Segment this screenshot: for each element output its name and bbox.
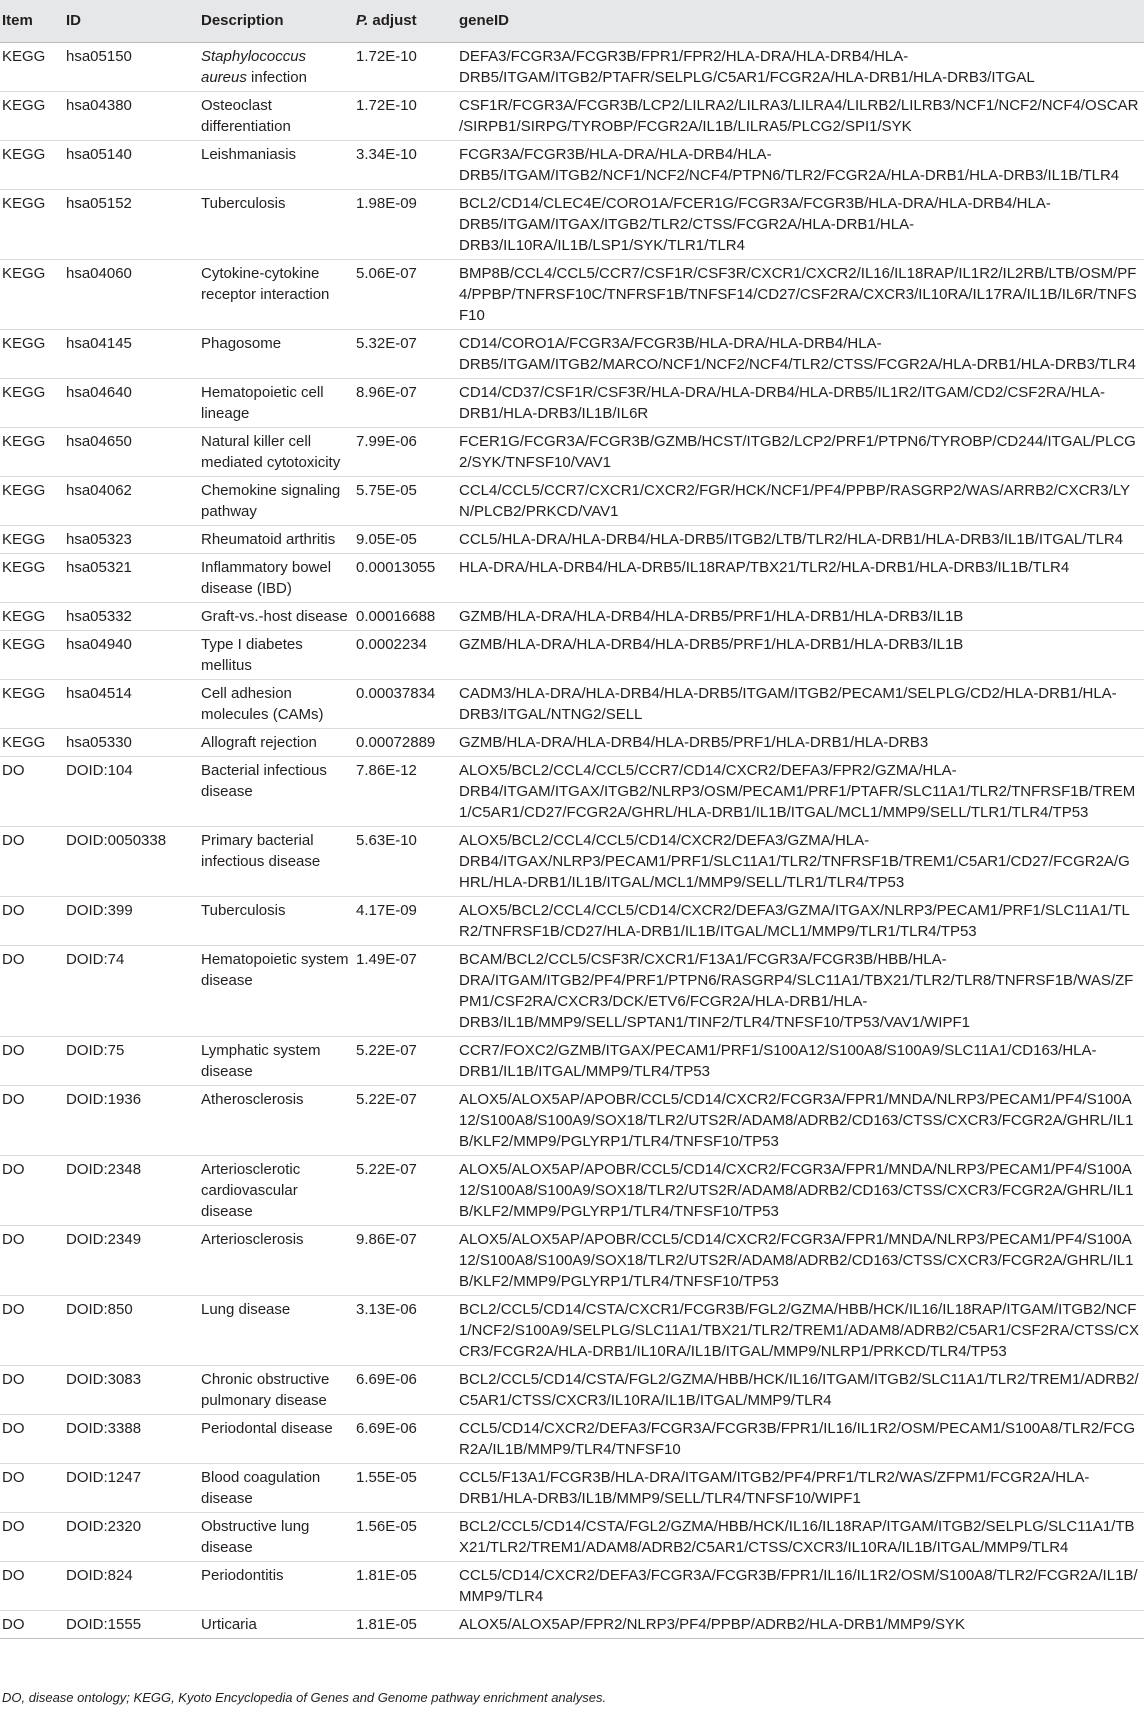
p-adjust-cell: 3.34E-10 [356, 145, 417, 163]
id-cell: hsa04060 [66, 264, 132, 282]
description-cell: Inflammatory bowel disease (IBD) [201, 558, 332, 597]
p-adjust-cell: 1.72E-10 [356, 47, 417, 65]
p-adjust-cell: 1.55E-05 [356, 1468, 417, 1486]
header-gene-id: geneID [459, 12, 510, 30]
table-row [0, 427, 1144, 476]
id-cell: hsa05150 [66, 47, 132, 65]
gene-list-cell: FCGR3A/FCGR3B/HLA-DRA/HLA-DRB4/HLA-DRB5/ITGAM/ITGB2/NCF1/NCF2/NCF4/PTPN6/TLR2/FCGR2A/HLA-DRB1/HLA-DRB3/IL1B/TLR4 [459, 145, 1120, 184]
p-adjust-cell: 0.00072889 [356, 733, 436, 751]
p-adjust-cell: 1.98E-09 [356, 194, 417, 212]
gene-list-cell: GZMB/HLA-DRA/HLA-DRB4/HLA-DRB5/PRF1/HLA-DRB1/HLA-DRB3/IL1B [459, 607, 964, 625]
table-row [0, 189, 1144, 259]
description-cell: Obstructive lung disease [201, 1517, 310, 1556]
p-adjust-cell: 1.81E-05 [356, 1566, 417, 1584]
table-row [0, 679, 1144, 728]
gene-list-cell: CCL5/HLA-DRA/HLA-DRB4/HLA-DRB5/ITGB2/LTB/TLR2/HLA-DRB1/HLA-DRB3/IL1B/ITGAL/TLR4 [459, 530, 1124, 548]
table-row [0, 378, 1144, 427]
gene-list-cell: BCL2/CCL5/CD14/CSTA/FGL2/GZMA/HBB/HCK/IL16/ITGAM/ITGB2/SLC11A1/TLR2/TREM1/ADRB2/C5AR1/CTSS/CXCR3/IL10RA/IL1B/ITGAL/MMP9/TLR4 [459, 1370, 1139, 1409]
gene-list-cell: CSF1R/FCGR3A/FCGR3B/LCP2/LILRA2/LILRA3/LILRA4/LILRB2/LILRB3/NCF1/NCF2/NCF4/OSCAR/SIRPB1/SIRPG/TYROBP/FCGR2A/IL1B/LILRA5/PLCG2/SPI1/SYK [459, 96, 1139, 135]
id-cell: DOID:399 [66, 901, 133, 919]
p-adjust-cell: 1.56E-05 [356, 1517, 417, 1535]
gene-list-cell: CCL5/CD14/CXCR2/DEFA3/FCGR3A/FCGR3B/FPR1/IL16/IL1R2/OSM/PECAM1/S100A8/TLR2/FCGR2A/IL1B/MMP9/TLR4/TNFSF10 [459, 1419, 1136, 1458]
item-cell: DO [2, 950, 25, 968]
item-cell: KEGG [2, 558, 46, 576]
item-cell: DO [2, 901, 25, 919]
table-row [0, 602, 1144, 630]
item-cell: DO [2, 1090, 25, 1108]
id-cell: hsa05332 [66, 607, 132, 625]
id-cell: DOID:104 [66, 761, 133, 779]
table-row [0, 1414, 1144, 1463]
id-cell: DOID:2320 [66, 1517, 142, 1535]
table-row [0, 630, 1144, 679]
p-adjust-cell: 0.00013055 [356, 558, 436, 576]
item-cell: KEGG [2, 47, 46, 65]
id-cell: DOID:0050338 [66, 831, 167, 849]
p-adjust-cell: 0.00016688 [356, 607, 436, 625]
description-cell: Periodontal disease [201, 1419, 333, 1437]
id-cell: DOID:75 [66, 1041, 125, 1059]
description-cell: Hematopoietic cell lineage [201, 383, 324, 422]
table-row [0, 1085, 1144, 1155]
description-cell: Phagosome [201, 334, 282, 352]
id-cell: hsa04650 [66, 432, 132, 450]
id-cell: DOID:1247 [66, 1468, 142, 1486]
table-row [0, 1225, 1144, 1295]
id-cell: hsa04640 [66, 383, 132, 401]
gene-list-cell: ALOX5/BCL2/CCL4/CCL5/CD14/CXCR2/DEFA3/GZMA/HLA-DRB4/ITGAX/NLRP3/PECAM1/PRF1/SLC11A1/TLR2/TNFRSF1B/TREM1/C5AR1/CD27/FCGR2A/GHRL/HLA-DRB1/IL1B/ITGAL/MCL1/MMP9/SELL/TLR1/TLR4/TP53 [459, 831, 1130, 891]
table-footnote: DO, disease ontology; KEGG, Kyoto Encyclopedia of Genes and Genome pathway enrichment analyses. [2, 1690, 607, 1705]
table-row [0, 826, 1144, 896]
table-body [0, 42, 1144, 1638]
id-cell: hsa04940 [66, 635, 132, 653]
description-cell: Tuberculosis [201, 194, 286, 212]
p-adjust-cell: 5.22E-07 [356, 1090, 417, 1108]
header-item: Item [2, 12, 33, 30]
item-cell: DO [2, 1230, 25, 1248]
header-id: ID [66, 12, 81, 30]
table-row [0, 91, 1144, 140]
item-cell: DO [2, 1615, 25, 1633]
id-cell: DOID:3388 [66, 1419, 142, 1437]
item-cell: DO [2, 1041, 25, 1059]
item-cell: KEGG [2, 635, 46, 653]
item-cell: DO [2, 761, 25, 779]
header-p-adjust-prefix: P. [356, 12, 369, 30]
table-row [0, 1155, 1144, 1225]
description-cell: Arteriosclerotic cardiovascular disease [201, 1160, 301, 1220]
p-adjust-cell: 5.22E-07 [356, 1041, 417, 1059]
description-cell: Atherosclerosis [201, 1090, 304, 1108]
table-row [0, 945, 1144, 1036]
header-p-adjust-suffix: adjust [368, 12, 417, 30]
p-adjust-cell: 1.81E-05 [356, 1615, 417, 1633]
description-cell: Urticaria [201, 1615, 257, 1633]
description-cell: Periodontitis [201, 1566, 284, 1584]
description-cell: Blood coagulation disease [201, 1468, 321, 1507]
table-row [0, 329, 1144, 378]
p-adjust-cell: 1.72E-10 [356, 96, 417, 114]
id-cell: DOID:2349 [66, 1230, 142, 1248]
gene-list-cell: BCL2/CD14/CLEC4E/CORO1A/FCER1G/FCGR3A/FCGR3B/HLA-DRA/HLA-DRB4/HLA-DRB5/ITGAM/ITGAX/ITGB2/TLR2/CTSS/FCGR2A/HLA-DRB1/HLA-DRB3/IL10RA/IL1B/LSP1/SYK/TLR1/TLR4 [459, 194, 1051, 254]
id-cell: DOID:850 [66, 1300, 133, 1318]
table-row [0, 1610, 1144, 1638]
header-p-adjust [356, 0, 459, 42]
description-cell: Staphylococcus aureus infection [201, 47, 307, 86]
description-cell: Cell adhesion molecules (CAMs) [201, 684, 324, 723]
description-cell: Hematopoietic system disease [201, 950, 349, 989]
p-adjust-cell: 7.86E-12 [356, 761, 417, 779]
table-row [0, 525, 1144, 553]
gene-list-cell: ALOX5/ALOX5AP/APOBR/CCL5/CD14/CXCR2/FCGR3A/FPR1/MNDA/NLRP3/PECAM1/PF4/S100A12/S100A8/S100A9/SOX18/TLR2/UTS2R/ADAM8/ADRB2/CD163/CTSS/CXCR3/FCGR2A/GHRL/IL1B/KLF2/MMP9/PGLYRP1/TLR4/TNFSF10/TP53 [459, 1230, 1134, 1290]
gene-list-cell: DEFA3/FCGR3A/FCGR3B/FPR1/FPR2/HLA-DRA/HLA-DRB4/HLA-DRB5/ITGAM/ITGB2/PTAFR/SELPLG/C5AR1/FCGR2A/HLA-DRB1/HLA-DRB3/ITGAL [459, 47, 1035, 86]
description-cell: Leishmaniasis [201, 145, 297, 163]
table-row [0, 553, 1144, 602]
p-adjust-cell: 4.17E-09 [356, 901, 417, 919]
table-row [0, 896, 1144, 945]
item-cell: DO [2, 1517, 25, 1535]
gene-list-cell: ALOX5/BCL2/CCL4/CCL5/CCR7/CD14/CXCR2/DEFA3/FPR2/GZMA/HLA-DRB4/ITGAM/ITGAX/ITGB2/NLRP3/OSM/PECAM1/PRF1/PTAFR/SLC11A1/TLR2/TNFRSF1B/TREM1/C5AR1/CD27/FCGR2A/GHRL/HLA-DRB1/IL1B/ITGAL/MCL1/MMP9/SELL/TLR1/TLR4/TP53 [459, 761, 1136, 821]
description-cell: Cytokine-cytokine receptor interaction [201, 264, 330, 303]
p-adjust-cell: 5.75E-05 [356, 481, 417, 499]
item-cell: DO [2, 1370, 25, 1388]
gene-list-cell: HLA-DRA/HLA-DRB4/HLA-DRB5/IL18RAP/TBX21/TLR2/HLA-DRB1/HLA-DRB3/IL1B/TLR4 [459, 558, 1070, 576]
item-cell: DO [2, 831, 25, 849]
id-cell: hsa05323 [66, 530, 132, 548]
description-cell: Allograft rejection [201, 733, 317, 751]
p-adjust-cell: 8.96E-07 [356, 383, 417, 401]
description-cell: Chronic obstructive pulmonary disease [201, 1370, 330, 1409]
p-adjust-cell: 0.00037834 [356, 684, 436, 702]
table-row [0, 140, 1144, 189]
gene-list-cell: CADM3/HLA-DRA/HLA-DRB4/HLA-DRB5/ITGAM/ITGB2/PECAM1/SELPLG/CD2/HLA-DRB1/HLA-DRB3/ITGAL/NTNG2/SELL [459, 684, 1117, 723]
p-adjust-cell: 5.22E-07 [356, 1160, 417, 1178]
p-adjust-cell: 6.69E-06 [356, 1419, 417, 1437]
item-cell: KEGG [2, 684, 46, 702]
table-row [0, 1295, 1144, 1365]
p-adjust-cell: 6.69E-06 [356, 1370, 417, 1388]
header-description: Description [201, 12, 284, 30]
description-cell: Tuberculosis [201, 901, 286, 919]
gene-list-cell: GZMB/HLA-DRA/HLA-DRB4/HLA-DRB5/PRF1/HLA-DRB1/HLA-DRB3 [459, 733, 929, 751]
item-cell: KEGG [2, 264, 46, 282]
item-cell: KEGG [2, 432, 46, 450]
description-cell: Graft-vs.-host disease [201, 607, 348, 625]
description-cell: Natural killer cell mediated cytotoxicity [201, 432, 341, 471]
item-cell: KEGG [2, 481, 46, 499]
id-cell: DOID:2348 [66, 1160, 142, 1178]
description-cell: Osteoclast differentiation [201, 96, 291, 135]
item-cell: KEGG [2, 96, 46, 114]
description-cell: Rheumatoid arthritis [201, 530, 336, 548]
table-row [0, 476, 1144, 525]
description-cell: Bacterial infectious disease [201, 761, 327, 800]
id-cell: hsa04380 [66, 96, 132, 114]
item-cell: KEGG [2, 194, 46, 212]
id-cell: hsa05140 [66, 145, 132, 163]
gene-list-cell: ALOX5/ALOX5AP/APOBR/CCL5/CD14/CXCR2/FCGR3A/FPR1/MNDA/NLRP3/PECAM1/PF4/S100A12/S100A8/S100A9/SOX18/TLR2/UTS2R/ADAM8/ADRB2/CD163/CTSS/CXCR3/FCGR2A/GHRL/IL1B/KLF2/MMP9/PGLYRP1/TLR4/TNFSF10/TP53 [459, 1160, 1134, 1220]
p-adjust-cell: 3.13E-06 [356, 1300, 417, 1318]
gene-list-cell: FCER1G/FCGR3A/FCGR3B/GZMB/HCST/ITGB2/LCP2/PRF1/PTPN6/TYROBP/CD244/ITGAL/PLCG2/SYK/TNFSF10/VAV1 [459, 432, 1136, 471]
gene-list-cell: ALOX5/ALOX5AP/FPR2/NLRP3/PF4/PPBP/ADRB2/HLA-DRB1/MMP9/SYK [459, 1615, 966, 1633]
description-cell: Chemokine signaling pathway [201, 481, 341, 520]
gene-list-cell: ALOX5/BCL2/CCL4/CCL5/CD14/CXCR2/DEFA3/GZMA/ITGAX/NLRP3/PECAM1/PRF1/SLC11A1/TLR2/TNFRSF1B/CD27/HLA-DRB1/IL1B/ITGAL/MCL1/MMP9/TLR1/TLR4/TP53 [459, 901, 1130, 940]
p-adjust-cell: 7.99E-06 [356, 432, 417, 450]
description-cell: Type I diabetes mellitus [201, 635, 303, 674]
item-cell: KEGG [2, 145, 46, 163]
p-adjust-cell: 9.86E-07 [356, 1230, 417, 1248]
gene-list-cell: CD14/CORO1A/FCGR3A/FCGR3B/HLA-DRA/HLA-DRB4/HLA-DRB5/ITGAM/ITGB2/MARCO/NCF1/NCF2/NCF4/TLR2/CTSS/FCGR2A/HLA-DRB1/HLA-DRB3/TLR4 [459, 334, 1136, 373]
description-cell: Lung disease [201, 1300, 291, 1318]
table-row [0, 756, 1144, 826]
item-cell: DO [2, 1468, 25, 1486]
item-cell: KEGG [2, 733, 46, 751]
gene-list-cell: BCAM/BCL2/CCL5/CSF3R/CXCR1/F13A1/FCGR3A/FCGR3B/HBB/HLA-DRA/ITGAM/ITGB2/PF4/PRF1/PTPN6/RASGRP4/SLC11A1/TBX21/TLR2/TLR8/TNFRSF1B/WAS/ZFPM1/CSF2RA/CXCR3/DCK/ETV6/FCGR2A/HLA-DRB1/HLA-DRB3/IL1B/MMP9/SELL/SPTAN1/TINF2/TLR4/TNFSF10/TP53/VAV1/WIPF1 [459, 950, 1134, 1031]
gene-list-cell: CCL5/F13A1/FCGR3B/HLA-DRA/ITGAM/ITGB2/PF4/PRF1/TLR2/WAS/ZFPM1/FCGR2A/HLA-DRB1/HLA-DRB3/IL1B/MMP9/SELL/TLR4/TNFSF10/WIPF1 [459, 1468, 1090, 1507]
id-cell: DOID:824 [66, 1566, 133, 1584]
item-cell: DO [2, 1566, 25, 1584]
item-cell: KEGG [2, 530, 46, 548]
item-cell: DO [2, 1300, 25, 1318]
id-cell: DOID:1555 [66, 1615, 142, 1633]
id-cell: DOID:3083 [66, 1370, 142, 1388]
id-cell: DOID:1936 [66, 1090, 142, 1108]
id-cell: hsa05152 [66, 194, 132, 212]
item-cell: KEGG [2, 334, 46, 352]
table-row [0, 728, 1144, 756]
p-adjust-cell: 5.63E-10 [356, 831, 417, 849]
description-cell: Primary bacterial infectious disease [201, 831, 321, 870]
p-adjust-cell: 0.0002234 [356, 635, 427, 653]
gene-list-cell: BCL2/CCL5/CD14/CSTA/FGL2/GZMA/HBB/HCK/IL16/IL18RAP/ITGAM/ITGB2/SELPLG/SLC11A1/TBX21/TLR2/TREM1/ADAM8/ADRB2/C5AR1/CTSS/CXCR3/IL10RA/IL1B/ITGAL/MMP9/TLR4 [459, 1517, 1135, 1556]
id-cell: hsa04062 [66, 481, 132, 499]
gene-list-cell: BMP8B/CCL4/CCL5/CCR7/CSF1R/CSF3R/CXCR1/CXCR2/IL16/IL18RAP/IL1R2/IL2RB/LTB/OSM/PF4/PPBP/TNFRSF10C/TNFRSF1B/TNFSF14/CD27/CSF2RA/CXCR3/IL10RA/IL17RA/IL1B/IL6R/TNFSF10 [459, 264, 1137, 324]
p-adjust-cell: 1.49E-07 [356, 950, 417, 968]
p-adjust-cell: 5.32E-07 [356, 334, 417, 352]
id-cell: hsa04145 [66, 334, 132, 352]
item-cell: DO [2, 1160, 25, 1178]
table-row [0, 1561, 1144, 1610]
description-cell: Lymphatic system disease [201, 1041, 321, 1080]
p-adjust-cell: 9.05E-05 [356, 530, 417, 548]
table-row [0, 259, 1144, 329]
item-cell: KEGG [2, 383, 46, 401]
p-adjust-cell: 5.06E-07 [356, 264, 417, 282]
item-cell: DO [2, 1419, 25, 1437]
gene-list-cell: ALOX5/ALOX5AP/APOBR/CCL5/CD14/CXCR2/FCGR3A/FPR1/MNDA/NLRP3/PECAM1/PF4/S100A12/S100A8/S100A9/SOX18/TLR2/UTS2R/ADAM8/ADRB2/CD163/CTSS/CXCR3/FCGR2A/GHRL/IL1B/KLF2/MMP9/PGLYRP1/TLR4/TNFSF10/TP53 [459, 1090, 1134, 1150]
gene-list-cell: BCL2/CCL5/CD14/CSTA/CXCR1/FCGR3B/FGL2/GZMA/HBB/HCK/IL16/IL18RAP/ITGAM/ITGB2/NCF1/NCF2/S100A9/SELPLG/SLC11A1/TBX21/TLR2/TREM1/ADAM8/ADRB2/C5AR1/CSF2RA/CTSS/CXCR3/FCGR2A/HLA-DRB1/IL10RA/IL1B/ITGAL/MMP9/NLRP1/PRKCD/TLR4/TP53 [459, 1300, 1139, 1360]
gene-list-cell: CCL4/CCL5/CCR7/CXCR1/CXCR2/FGR/HCK/NCF1/PF4/PPBP/RASGRP2/WAS/ARRB2/CXCR3/LYN/PLCB2/PRKCD/VAV1 [459, 481, 1131, 520]
table-row [0, 1512, 1144, 1561]
gene-list-cell: GZMB/HLA-DRA/HLA-DRB4/HLA-DRB5/PRF1/HLA-DRB1/HLA-DRB3/IL1B [459, 635, 964, 653]
id-cell: hsa05321 [66, 558, 132, 576]
table-row [0, 1365, 1144, 1414]
species-name: Staphylococcus aureus [201, 47, 307, 86]
table-row [0, 42, 1144, 91]
header-row [0, 0, 1144, 42]
id-cell: hsa04514 [66, 684, 132, 702]
id-cell: hsa05330 [66, 733, 132, 751]
item-cell: KEGG [2, 607, 46, 625]
gene-list-cell: CCL5/CD14/CXCR2/DEFA3/FCGR3A/FCGR3B/FPR1/IL16/IL1R2/OSM/S100A8/TLR2/FCGR2A/IL1B/MMP9/TLR4 [459, 1566, 1138, 1605]
description-cell: Arteriosclerosis [201, 1230, 304, 1248]
gene-list-cell: CCR7/FOXC2/GZMB/ITGAX/PECAM1/PRF1/S100A12/S100A8/S100A9/SLC11A1/CD163/HLA-DRB1/IL1B/ITGAL/MMP9/TLR4/TP53 [459, 1041, 1097, 1080]
id-cell: DOID:74 [66, 950, 125, 968]
table-row [0, 1463, 1144, 1512]
table-row [0, 1036, 1144, 1085]
gene-list-cell: CD14/CD37/CSF1R/CSF3R/HLA-DRA/HLA-DRB4/HLA-DRB5/IL1R2/ITGAM/CD2/CSF2RA/HLA-DRB1/HLA-DRB3/IL1B/IL6R [459, 383, 1105, 422]
